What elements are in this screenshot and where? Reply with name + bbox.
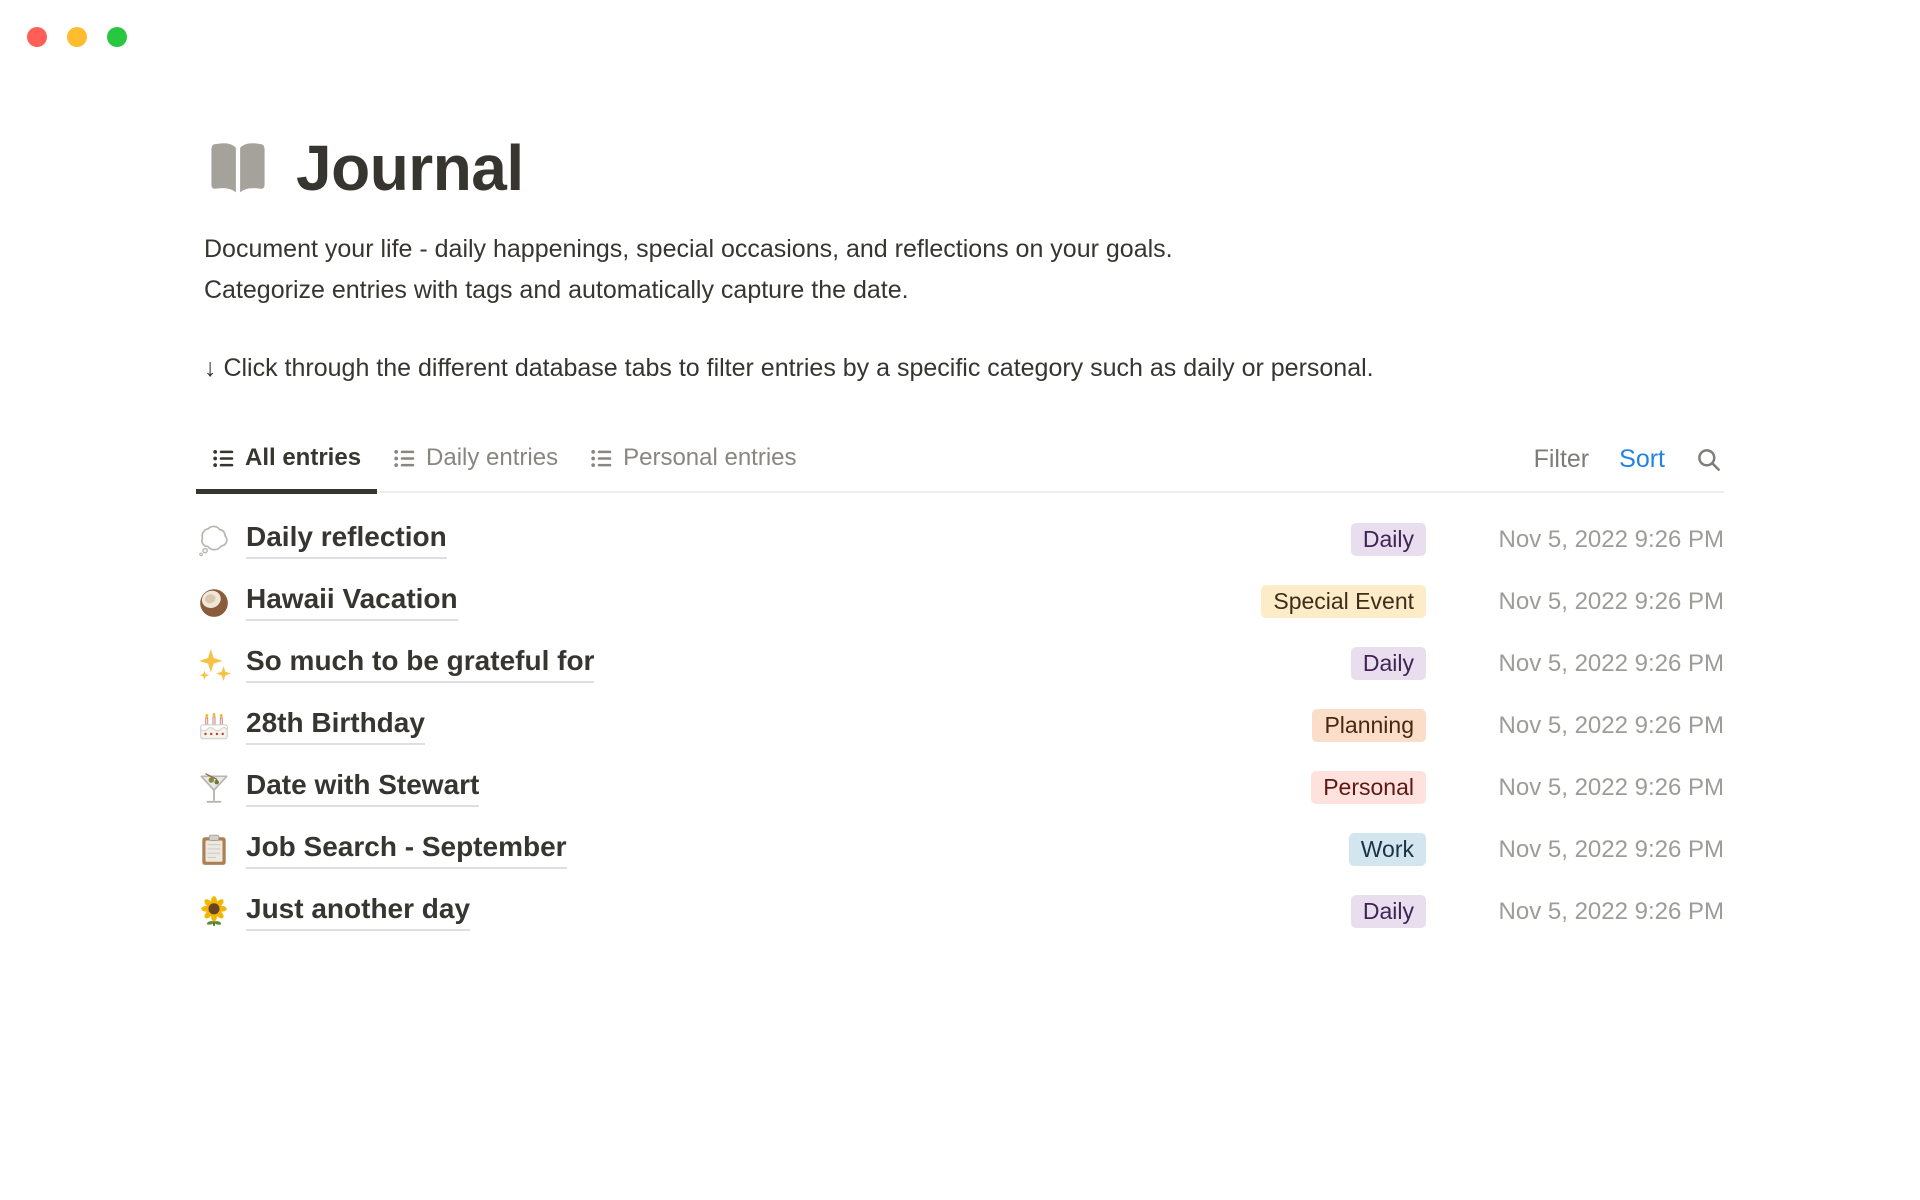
list-view-icon <box>393 447 416 470</box>
entry-tag[interactable]: Daily <box>1351 523 1426 556</box>
entry-date[interactable]: Nov 5, 2022 9:26 PM <box>1498 897 1724 925</box>
journal-entry-row[interactable] <box>196 757 1724 819</box>
minimize-window-button[interactable] <box>67 27 87 47</box>
journal-entry-row[interactable] <box>196 819 1724 881</box>
open-book-icon[interactable] <box>204 135 272 203</box>
entry-date[interactable]: Nov 5, 2022 9:26 PM <box>1498 835 1724 863</box>
sparkles-icon <box>196 646 232 682</box>
tab-all-entries[interactable] <box>196 444 377 494</box>
page-description-line2: Categorize entries with tags and automatically capture the date. <box>204 276 909 304</box>
database-toolbar <box>1534 445 1724 491</box>
tab-daily-entries[interactable] <box>377 444 574 494</box>
entry-title[interactable]: 28th Birthday <box>246 707 425 745</box>
page-title: Journal <box>296 132 524 204</box>
entry-tag[interactable]: Planning <box>1312 709 1426 742</box>
close-window-button[interactable] <box>27 27 47 47</box>
list-view-icon <box>212 447 235 470</box>
entry-date[interactable]: Nov 5, 2022 9:26 PM <box>1498 525 1724 553</box>
journal-entry-row[interactable] <box>196 633 1724 695</box>
clipboard-icon <box>196 832 232 868</box>
entry-date[interactable]: Nov 5, 2022 9:26 PM <box>1498 773 1724 801</box>
entry-title[interactable]: So much to be grateful for <box>246 645 594 683</box>
entry-date[interactable]: Nov 5, 2022 9:26 PM <box>1498 711 1724 739</box>
tab-label: Daily entries <box>426 444 559 471</box>
entry-title[interactable]: Just another day <box>246 893 470 931</box>
journal-entry-row[interactable] <box>196 695 1724 757</box>
search-icon[interactable] <box>1695 446 1722 473</box>
entry-tag[interactable]: Work <box>1349 833 1426 866</box>
entry-tag[interactable]: Personal <box>1311 771 1426 804</box>
entry-date[interactable]: Nov 5, 2022 9:26 PM <box>1498 649 1724 677</box>
entry-tag[interactable]: Daily <box>1351 647 1426 680</box>
database-tabs <box>196 444 813 491</box>
zoom-window-button[interactable] <box>107 27 127 47</box>
entry-title[interactable]: Date with Stewart <box>246 769 479 807</box>
thought-balloon-icon <box>196 522 232 558</box>
tab-label: Personal entries <box>623 444 797 471</box>
list-view-icon <box>590 447 613 470</box>
entry-tag[interactable]: Special Event <box>1261 585 1426 618</box>
entry-title[interactable]: Hawaii Vacation <box>246 583 458 621</box>
entry-tag[interactable]: Daily <box>1351 895 1426 928</box>
coconut-icon <box>196 584 232 620</box>
journal-page <box>196 130 1724 943</box>
cocktail-glass-icon <box>196 770 232 806</box>
window-controls <box>27 27 127 47</box>
page-header <box>196 130 1724 384</box>
entry-title[interactable]: Daily reflection <box>246 521 447 559</box>
journal-entry-row[interactable] <box>196 509 1724 571</box>
entry-date[interactable]: Nov 5, 2022 9:26 PM <box>1498 587 1724 615</box>
journal-entry-row[interactable] <box>196 571 1724 633</box>
database-tab-bar <box>196 444 1724 493</box>
tab-personal-entries[interactable] <box>574 444 812 494</box>
birthday-cake-icon <box>196 708 232 744</box>
entry-title[interactable]: Job Search - September <box>246 831 567 869</box>
sunflower-icon <box>196 894 232 930</box>
page-description-line1: Document your life - daily happenings, special occasions, and reflections on your goals. <box>204 235 1173 263</box>
journal-entry-row[interactable] <box>196 881 1724 943</box>
sort-button[interactable]: Sort <box>1619 444 1665 473</box>
page-hint: ↓ Click through the different database tabs to filter entries by a specific category such as daily or personal. <box>204 354 1374 382</box>
tab-label: All entries <box>245 444 362 471</box>
filter-button[interactable]: Filter <box>1533 444 1590 473</box>
entries-list <box>196 493 1724 943</box>
